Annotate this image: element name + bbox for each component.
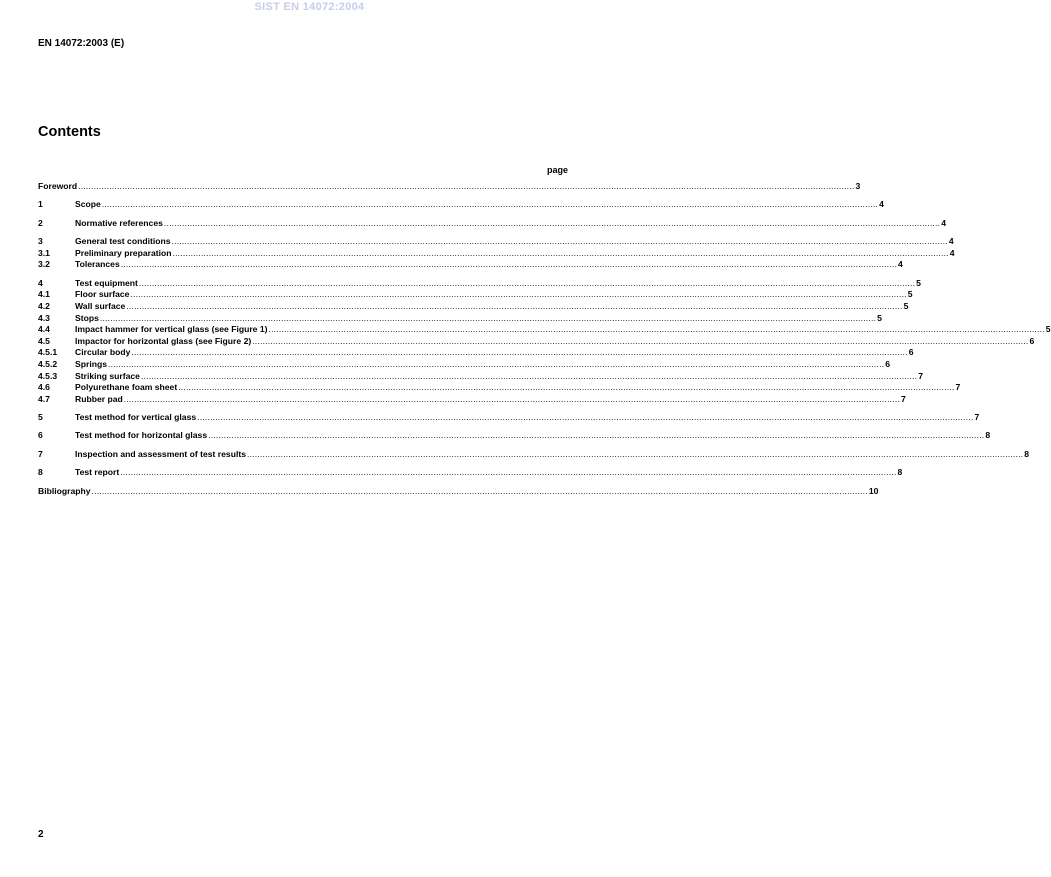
toc-entry-title: Wall surface: [75, 300, 126, 311]
toc-entry[interactable]: [38, 236, 954, 248]
toc-entry-page: 4: [898, 259, 903, 270]
toc-entry[interactable]: [38, 347, 914, 359]
toc-entry-number: 4.6: [38, 382, 50, 393]
toc-entry-number: 3: [38, 236, 43, 247]
toc-entry-title: Tolerances: [75, 259, 120, 270]
contents-title: Contents: [38, 124, 101, 140]
toc-entry[interactable]: [38, 412, 980, 424]
toc-entry-title: General test conditions: [75, 236, 171, 247]
toc-entry-number: 8: [38, 467, 43, 478]
toc-entry-title: Springs: [75, 358, 107, 369]
toc-entry-title: Striking surface: [75, 370, 140, 381]
toc-entry-number: 4.5.1: [38, 347, 58, 358]
dot-leader: ............................................................................................................................................................................................................................................................................................................: [130, 289, 907, 300]
toc-entry-number: 3.1: [38, 247, 50, 258]
toc-entry-title: Impact hammer for vertical glass (see Figure 1): [75, 324, 268, 335]
toc-entry-number: 4: [38, 277, 43, 288]
dot-leader: ............................................................................................................................................................................................................................................................................................................: [197, 412, 974, 423]
dot-leader: ............................................................................................................................................................................................................................................................................................................: [120, 467, 897, 478]
toc-entry-page: 7: [955, 382, 961, 393]
toc-entry[interactable]: [38, 485, 879, 498]
toc-entry[interactable]: [38, 370, 924, 383]
toc-entry-title: Rubber pad: [75, 393, 123, 404]
page-column-label: page: [546, 165, 568, 175]
toc-entry[interactable]: [38, 430, 991, 442]
toc-entry-page: 8: [897, 467, 903, 478]
toc-entry[interactable]: [38, 247, 955, 260]
dot-leader: ............................................................................................................................................................................................................................................................................................................: [131, 347, 908, 358]
toc-entry-page: 7: [974, 412, 980, 423]
toc-entry-page: 4: [949, 247, 955, 258]
dot-leader: ............................................................................................................................................................................................................................................................................................................: [120, 259, 898, 270]
toc-entry-page: 6: [885, 358, 891, 369]
document-id: EN 14072:2003 (E): [38, 38, 125, 49]
toc-entry[interactable]: [38, 199, 884, 211]
toc-entry-number: 1: [38, 199, 43, 210]
toc-entry-title: Normative references: [75, 217, 163, 228]
toc-entry-page: 5: [907, 289, 913, 300]
toc-entry-number: 3.2: [38, 259, 50, 270]
toc-entry-number: 2: [38, 217, 43, 228]
toc-entry-title: Bibliography: [38, 485, 91, 496]
dot-leader: ............................................................................................................................................................................................................................................................................................................: [78, 181, 855, 191]
toc-entry-title: Scope: [75, 199, 101, 210]
dot-leader: ............................................................................................................................................................................................................................................................................................................: [99, 312, 877, 323]
dot-leader: ............................................................................................................................................................................................................................................................................................................: [246, 448, 1024, 459]
dot-leader: ............................................................................................................................................................................................................................................................................................................: [123, 393, 901, 404]
toc-entry[interactable]: [38, 335, 1035, 348]
page-number: 2: [38, 829, 44, 840]
toc-entry[interactable]: [38, 382, 961, 394]
dot-leader: ............................................................................................................................................................................................................................................................................................................: [172, 247, 949, 258]
dot-leader: ............................................................................................................................................................................................................................................................................................................: [108, 358, 885, 369]
toc-entry-number: 4.2: [38, 300, 50, 311]
toc-entry[interactable]: [38, 448, 1030, 461]
dot-leader: ............................................................................................................................................................................................................................................................................................................: [126, 300, 903, 311]
toc-entry[interactable]: [38, 277, 921, 290]
dot-leader: ............................................................................................................................................................................................................................................................................................................: [208, 430, 985, 441]
toc-entry-page: 10: [868, 485, 879, 496]
toc-entry-page: 4: [948, 236, 954, 247]
toc-entry-page: 7: [918, 370, 924, 381]
toc-entry-page: 4: [941, 217, 946, 228]
toc-entry-number: 4.4: [38, 324, 50, 335]
toc-entry-title: Test method for vertical glass: [75, 412, 197, 423]
toc-entry-page: 8: [985, 430, 991, 441]
toc-entry-number: 4.5.3: [38, 370, 58, 381]
dot-leader: ............................................................................................................................................................................................................................................................................................................: [138, 277, 916, 288]
toc-entry[interactable]: [38, 312, 882, 325]
toc-entry-number: 4.5: [38, 335, 50, 346]
toc-entry-page: 8: [1024, 448, 1030, 459]
toc-entry-page: 7: [901, 393, 906, 404]
toc-entry-page: 5: [877, 312, 882, 323]
toc-entry-title: Inspection and assessment of test results: [75, 448, 246, 459]
toc-entry-number: 6: [38, 430, 43, 441]
toc-entry-title: Test method for horizontal glass: [75, 430, 208, 441]
toc-entry-page: 5: [1045, 324, 1051, 335]
toc-entry-page: 4: [879, 199, 884, 210]
table-of-contents: [38, 181, 1051, 497]
toc-entry-number: 5: [38, 412, 43, 423]
toc-entry-title: Preliminary preparation: [75, 247, 172, 258]
toc-entry-title: Circular body: [75, 347, 131, 358]
toc-entry[interactable]: [38, 324, 1051, 336]
dot-leader: ............................................................................................................................................................................................................................................................................................................: [101, 199, 879, 210]
toc-entry-title: Polyurethane foam sheet: [75, 382, 178, 393]
watermark: SIST EN 14072:2004: [254, 1, 365, 13]
dot-leader: ............................................................................................................................................................................................................................................................................................................: [140, 370, 918, 381]
dot-leader: ............................................................................................................................................................................................................................................................................................................: [178, 382, 955, 393]
toc-entry[interactable]: [38, 358, 891, 371]
toc-entry[interactable]: [38, 467, 903, 479]
toc-entry[interactable]: [38, 393, 906, 406]
toc-entry-page: 5: [916, 277, 921, 288]
toc-entry-title: Floor surface: [75, 289, 130, 300]
dot-leader: ............................................................................................................................................................................................................................................................................................................: [91, 485, 868, 496]
dot-leader: ............................................................................................................................................................................................................................................................................................................: [252, 335, 1029, 346]
dot-leader: ............................................................................................................................................................................................................................................................................................................: [171, 236, 948, 247]
toc-entry-title: Test report: [75, 467, 120, 478]
toc-entry[interactable]: [38, 259, 903, 271]
toc-entry-title: Stops: [75, 312, 99, 323]
toc-entry-title: Impactor for horizontal glass (see Figure 2): [75, 335, 252, 346]
toc-entry-number: 4.3: [38, 312, 50, 323]
toc-entry-title: Test equipment: [75, 277, 138, 288]
toc-entry-title: Foreword: [38, 181, 78, 191]
toc-entry-page: 6: [1029, 335, 1035, 346]
toc-entry-number: 7: [38, 448, 43, 459]
toc-entry-page: 5: [903, 300, 909, 311]
toc-entry[interactable]: [38, 181, 861, 193]
toc-entry[interactable]: [38, 300, 909, 313]
toc-entry[interactable]: [38, 217, 946, 230]
toc-entry-page: 3: [855, 181, 861, 191]
dot-leader: ............................................................................................................................................................................................................................................................................................................: [268, 324, 1045, 335]
toc-entry-number: 4.5.2: [38, 358, 58, 369]
toc-entry-number: 4.1: [38, 289, 50, 300]
toc-entry-page: 6: [908, 347, 914, 358]
toc-entry[interactable]: [38, 289, 913, 301]
toc-entry-number: 4.7: [38, 393, 50, 404]
dot-leader: ............................................................................................................................................................................................................................................................................................................: [163, 217, 941, 228]
